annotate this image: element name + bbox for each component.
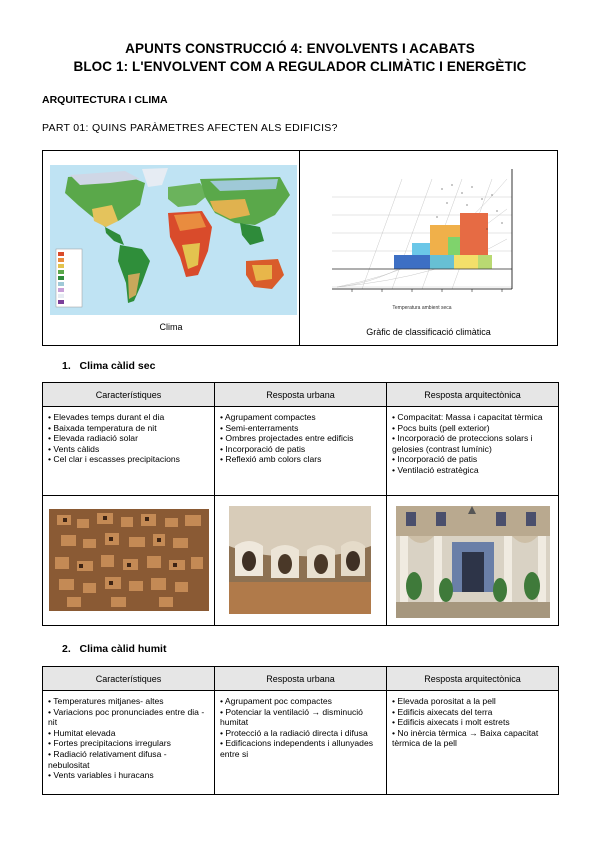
list-item: • Pocs buits (pell exterior) [392,422,490,433]
list-item: • Variacions poc pronunciades entre dia - nit [48,706,205,728]
part-heading: PART 01: QUINS PARÀMETRES AFECTEN ALS EDIFICIS? [42,122,338,134]
col-header-characteristics: Característiques [43,667,215,691]
list-item: • Agrupament compactes [220,412,316,422]
characteristics-cell [43,691,215,795]
list-item: • Compacitat: Massa i capacitat tèrmica [392,412,543,422]
photo-cell [43,496,215,626]
climate-map-cell [43,151,300,345]
list-item: • Radiació relativament difusa - nebulositat [48,748,167,770]
col-header-characteristics: Característiques [43,383,215,407]
climate-1-title: Clima càlid sec [79,360,156,372]
list-item: • Agrupament poc compactes [220,696,332,706]
climate-map-caption: Clima [159,322,183,332]
world-climate-map [50,165,297,315]
photo-cell [387,496,559,626]
hot-humid-climate-table [42,666,559,795]
hot-dry-climate-table [42,382,559,626]
section-heading: ARQUITECTURA I CLIMA [42,94,168,106]
climate-2-title: Clima càlid humit [79,643,167,655]
photo-cell [215,496,387,626]
col-header-urban: Resposta urbana [215,667,387,691]
list-item: • Fortes precipitacions irregulars [48,738,171,749]
urban-response-cell [215,407,387,496]
list-item: • Semi-enterraments [220,422,299,433]
table-header-row [43,383,559,407]
col-header-architectural: Resposta arquitectònica [387,383,559,407]
climate-1-heading [62,360,155,372]
list-item: • Incorporació de proteccions solars i gelosies (contrast lumínic) [392,433,533,454]
list-item: • Cel clar i escasses precipitacions [48,454,180,465]
list-item: • Elevades temps durant el dia [48,412,165,422]
list-item: • Reflexió amb colors clars [220,454,322,465]
list-item: • Elevada radiació solar [48,433,138,444]
list-item: • Vents càlids [48,443,100,454]
list-item: • Ombres projectades entre edificis [220,433,354,444]
list-item: • Potenciar la ventilació → disminució humitat [220,706,363,728]
courtyard-photo [396,506,550,618]
list-item: • Elevada porositat a la pell [392,696,496,706]
architectural-response-cell [387,407,559,496]
climate-graph-cell [300,151,557,345]
list-item: • Vents variables i huracans [48,770,154,781]
climate-1-number: 1. [62,360,71,372]
list-item: • Ventilació estratègica [392,464,479,475]
list-item: • Baixada temperatura de nit [48,422,157,433]
list-item: • Incorporació de patis [220,443,306,454]
photo-row [43,496,559,626]
graph-x-axis-label: Temperatura ambient seca [392,305,452,311]
climate-graph-caption: Gràfic de classificació climàtica [366,327,491,337]
document-title-line1: APUNTS CONSTRUCCIÓ 4: ENVOLVENTS I ACABATS [125,41,475,56]
col-header-urban: Resposta urbana [215,383,387,407]
list-item: • Humitat elevada [48,727,116,738]
climate-2-number: 2. [62,643,71,655]
document-title-line2: BLOC 1: L'ENVOLVENT COM A REGULADOR CLIMÀTIC I ENERGÈTIC [73,59,527,74]
table-row [43,407,559,496]
figures-table [42,150,558,346]
urban-response-cell [215,691,387,795]
climate-2-heading [62,643,166,655]
architectural-response-cell [387,691,559,795]
table-row [43,691,559,795]
characteristics-cell [43,407,215,496]
list-item: • Edificis aixecats del terra [392,706,493,717]
list-item: • Temperatures mitjanes- altes [48,696,164,706]
underground-dwelling-photo [229,506,371,614]
table-header-row [43,667,559,691]
col-header-architectural: Resposta arquitectònica [387,667,559,691]
aerial-town-photo [49,509,209,611]
list-item: • Protecció a la radiació directa i difusa [220,727,368,738]
list-item: • Edificacions independents i allunyades entre si [220,738,374,759]
list-item: • No inèrcia tèrmica → Baixa capacitat tèrmica de la pell [392,727,539,749]
list-item: • Edificis aixecats i molt estrets [392,717,510,728]
climate-classification-graph [322,159,517,317]
list-item: • Incorporació de patis [392,454,478,465]
